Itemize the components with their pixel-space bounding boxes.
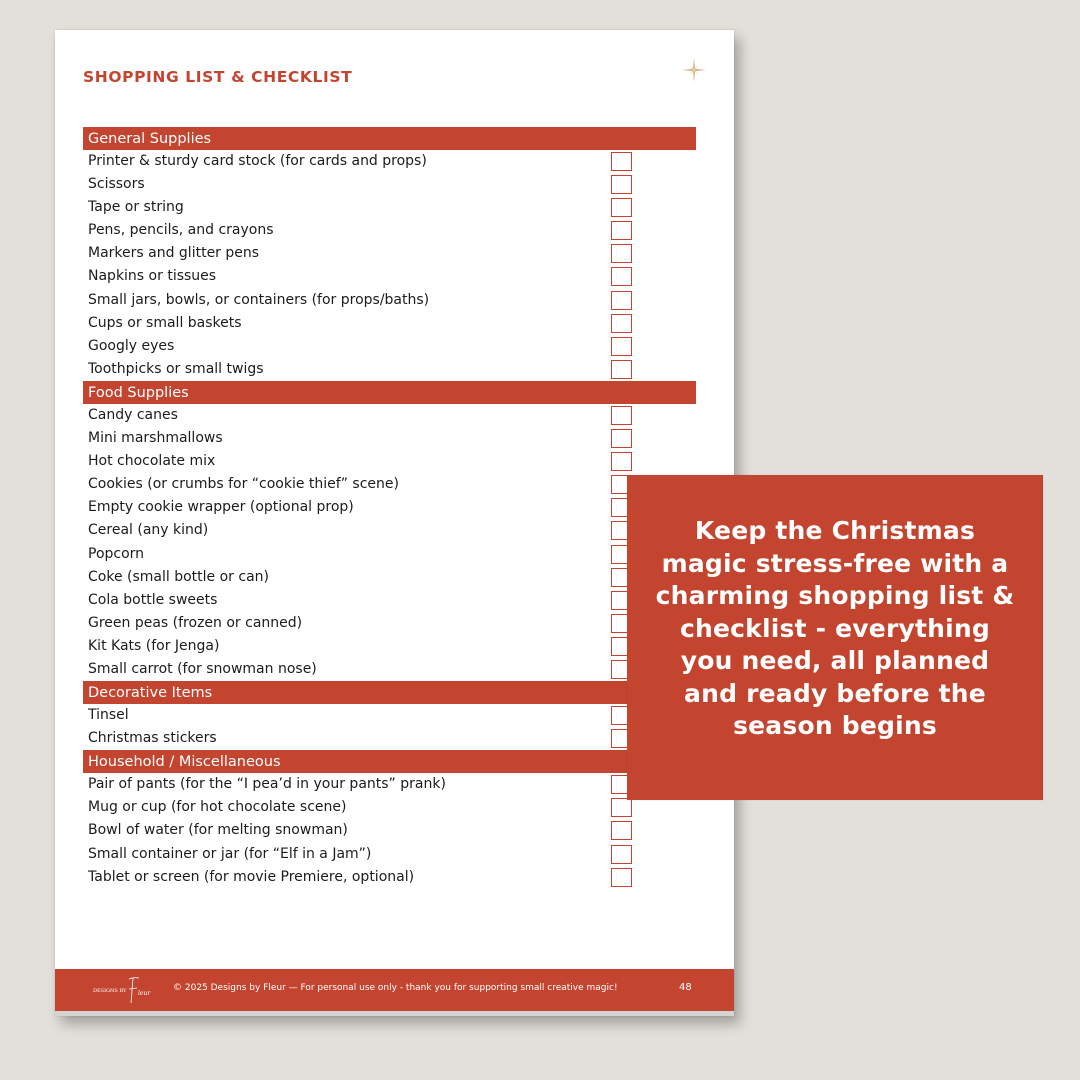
- checklist: [83, 127, 696, 889]
- checklist-item: [83, 566, 696, 589]
- page-number: 48: [679, 982, 692, 993]
- checklist-item-label: Tape or string: [88, 199, 184, 216]
- checklist-item: [83, 196, 696, 219]
- checkbox[interactable]: [611, 291, 632, 310]
- checkbox[interactable]: [611, 821, 632, 840]
- checklist-item-label: Tablet or screen (for movie Premiere, optional): [88, 868, 415, 885]
- checklist-item: [83, 843, 696, 866]
- checklist-item: [83, 150, 696, 173]
- checklist-item: [83, 635, 696, 658]
- checklist-item-label: Empty cookie wrapper (optional prop): [88, 499, 354, 516]
- designs-by-fleur-logo: [93, 975, 163, 1005]
- checklist-item: [83, 427, 696, 450]
- checkbox[interactable]: [611, 452, 632, 471]
- checklist-item-label: Christmas stickers: [88, 730, 217, 747]
- checklist-item: [83, 519, 696, 542]
- checklist-item-label: Scissors: [88, 176, 145, 193]
- callout-text: Keep the Christmas magic stress-free with a charming shopping list & checklist - everything you need, all planned and ready before the season begins: [655, 516, 1015, 740]
- checklist-item: [83, 543, 696, 566]
- footer-strip: [55, 1011, 734, 1016]
- svg-text:DESIGNS BY: DESIGNS BY: [93, 988, 127, 994]
- checkbox[interactable]: [611, 267, 632, 286]
- checklist-item-label: Pair of pants (for the “I pea’d in your pants” prank): [88, 776, 446, 793]
- page-title: SHOPPING LIST & CHECKLIST: [83, 68, 353, 86]
- checklist-item: [83, 496, 696, 519]
- checklist-item-label: Small jars, bowls, or containers (for props/baths): [88, 291, 430, 308]
- checklist-item: [83, 589, 696, 612]
- checkbox[interactable]: [611, 152, 632, 171]
- checklist-item-label: Small carrot (for snowman nose): [88, 660, 317, 677]
- checkbox[interactable]: [611, 360, 632, 379]
- checkbox[interactable]: [611, 244, 632, 263]
- checklist-item: [83, 773, 696, 796]
- checklist-item-label: Googly eyes: [88, 337, 175, 354]
- checkbox[interactable]: [611, 175, 632, 194]
- checklist-item: [83, 219, 696, 242]
- checklist-item: [83, 866, 696, 889]
- checklist-item: [83, 796, 696, 819]
- checklist-item-label: Bowl of water (for melting snowman): [88, 822, 348, 839]
- checklist-item: [83, 727, 696, 750]
- checklist-item: [83, 450, 696, 473]
- checkbox[interactable]: [611, 221, 632, 240]
- sparkle-star-icon: [682, 58, 706, 82]
- checklist-item-label: Napkins or tissues: [88, 268, 217, 285]
- checklist-item: [83, 335, 696, 358]
- checklist-item: [83, 265, 696, 288]
- checklist-item-label: Kit Kats (for Jenga): [88, 637, 220, 654]
- checklist-item: [83, 289, 696, 312]
- checklist-item-label: Markers and glitter pens: [88, 245, 260, 262]
- section-header: Food Supplies: [83, 381, 696, 404]
- checklist-item-label: Coke (small bottle or can): [88, 568, 269, 585]
- checkbox[interactable]: [611, 429, 632, 448]
- section-header: Decorative Items: [83, 681, 696, 704]
- checklist-item: [83, 404, 696, 427]
- checkbox[interactable]: [611, 198, 632, 217]
- checklist-item: [83, 658, 696, 681]
- checklist-item: [83, 612, 696, 635]
- footer-copyright: © 2025 Designs by Fleur — For personal use only - thank you for supporting small creative magic!: [173, 983, 618, 993]
- checklist-item-label: Toothpicks or small twigs: [88, 360, 264, 377]
- checklist-item-label: Cookies (or crumbs for “cookie thief” scene): [88, 476, 399, 493]
- checklist-item: [83, 704, 696, 727]
- checklist-item-label: Tinsel: [88, 707, 129, 724]
- checkbox[interactable]: [611, 406, 632, 425]
- checklist-item: [83, 242, 696, 265]
- checkbox[interactable]: [611, 314, 632, 333]
- checklist-item-label: Candy canes: [88, 406, 178, 423]
- checklist-item-label: Pens, pencils, and crayons: [88, 222, 274, 239]
- checklist-item-label: Mug or cup (for hot chocolate scene): [88, 799, 347, 816]
- page-footer: [55, 969, 734, 1011]
- svg-text:leur: leur: [138, 990, 151, 997]
- checklist-item-label: Printer & sturdy card stock (for cards and props): [88, 153, 427, 169]
- checklist-item-label: Popcorn: [88, 545, 145, 562]
- checkbox[interactable]: [611, 798, 632, 817]
- checklist-item: [83, 173, 696, 196]
- checklist-item-label: Small container or jar (for “Elf in a Jam”): [88, 845, 372, 862]
- checklist-item-label: Hot chocolate mix: [88, 453, 216, 470]
- section-header: Household / Miscellaneous: [83, 750, 696, 773]
- section-header: General Supplies: [83, 127, 696, 150]
- checklist-item-label: Green peas (frozen or canned): [88, 614, 303, 631]
- checklist-item-label: Cups or small baskets: [88, 314, 242, 331]
- checkbox[interactable]: [611, 845, 632, 864]
- checklist-item: [83, 358, 696, 381]
- checklist-item-label: Cereal (any kind): [88, 522, 209, 539]
- checklist-item: [83, 473, 696, 496]
- checklist-item: [83, 312, 696, 335]
- checkbox[interactable]: [611, 337, 632, 356]
- checklist-item-label: Mini marshmallows: [88, 430, 223, 447]
- checklist-item-label: Cola bottle sweets: [88, 591, 218, 608]
- checkbox[interactable]: [611, 868, 632, 887]
- promo-callout: [627, 475, 1043, 800]
- checklist-item: [83, 819, 696, 842]
